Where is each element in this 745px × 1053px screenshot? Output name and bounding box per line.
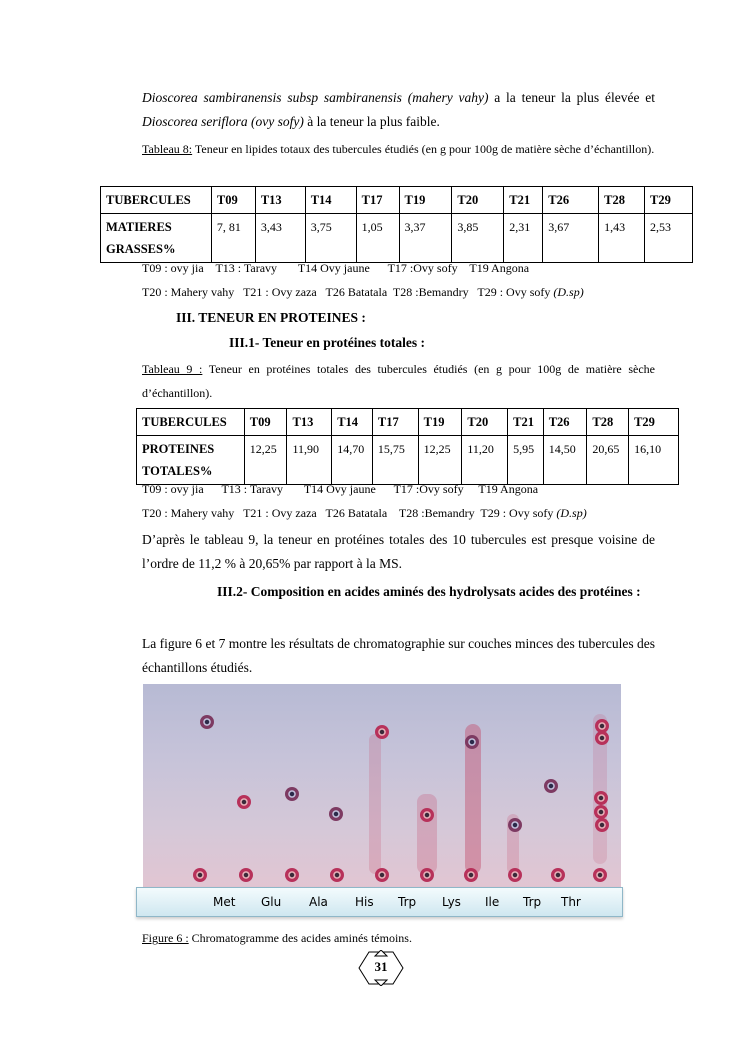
lane-label: Ala: [309, 895, 328, 909]
table8: [100, 186, 693, 263]
table-cell: 5,95: [508, 436, 544, 485]
figure-caption-text: Chromatogramme des acides aminés témoins.: [188, 931, 412, 945]
chromatogram-image: [143, 684, 621, 890]
column-header: T26: [543, 187, 599, 214]
column-header: T13: [255, 187, 305, 214]
intro-paragraph: [142, 86, 655, 134]
table-cell: 3,67: [543, 214, 599, 263]
paragraph-table9-summary: D’après le tableau 9, la teneur en protéines totales des 10 tubercules est presque voisine de l’ordre de 11,2 % à 20,65% par rapport à la MS.: [142, 532, 655, 571]
column-header: T20: [462, 409, 508, 436]
table-cell: 14,50: [543, 436, 587, 485]
spot: [420, 868, 434, 882]
column-header: T29: [629, 409, 679, 436]
species-name-2: Dioscorea seriflora (ovy sofy): [142, 114, 304, 129]
table9-data-row: [137, 436, 679, 485]
table9-caption-text: Teneur en protéines totales des tubercules étudiés (en g pour 100g de matière sèche d’échantillon).: [142, 362, 655, 400]
column-header: T21: [504, 187, 543, 214]
spot: [285, 787, 299, 801]
spot: [551, 868, 565, 882]
lane-label: Lys: [442, 895, 461, 909]
row-label: PROTEINES TOTALES%: [137, 436, 245, 485]
spot: [544, 779, 558, 793]
subsection-heading-1: III.1- Teneur en protéines totales :: [229, 335, 426, 350]
spot: [330, 868, 344, 882]
spot: [595, 731, 609, 745]
page-number: 31: [374, 959, 388, 974]
table9: [136, 408, 679, 485]
table9-legend2-italic: (D.sp): [556, 506, 587, 520]
table8-caption-text: Teneur en lipides totaux des tubercules étudiés (en g pour 100g de matière sèche d’échantillon).: [192, 142, 655, 156]
table-cell: 14,70: [332, 436, 373, 485]
table8-data-row: [101, 214, 693, 263]
spot: [329, 807, 343, 821]
table8-legend2-italic: (D.sp): [553, 285, 584, 299]
table8-legend2-text: T20 : Mahery vahy T21 : Ovy zaza T26 Batatala T28 :Bemandry T29 : Ovy sofy: [142, 285, 554, 299]
spot: [285, 868, 299, 882]
table-cell: 1,05: [356, 214, 399, 263]
table-cell: 11,90: [287, 436, 332, 485]
column-header: T29: [645, 187, 693, 214]
table-cell: 16,10: [629, 436, 679, 485]
lane-label: Glu: [261, 895, 282, 909]
column-header: T14: [305, 187, 356, 214]
spot: [239, 868, 253, 882]
spot: [193, 868, 207, 882]
spot: [420, 808, 434, 822]
table9-caption-label: Tableau 9 :: [142, 362, 203, 376]
column-header: T19: [418, 409, 462, 436]
column-header: T13: [287, 409, 332, 436]
table-cell: 3,85: [452, 214, 504, 263]
table8-legend-line1: T09 : ovy jia T13 : Taravy T14 Ovy jaune T17 :Ovy sofy T19 Angona: [142, 261, 530, 275]
spot: [375, 868, 389, 882]
column-header: T09: [244, 409, 287, 436]
lane-label: Thr: [561, 895, 581, 909]
table9-header-row: [137, 409, 679, 436]
spot: [464, 868, 478, 882]
table-cell: 3,75: [305, 214, 356, 263]
column-header-label: TUBERCULES: [137, 409, 245, 436]
spot: [594, 791, 608, 805]
column-header: T17: [356, 187, 399, 214]
figure-caption: [142, 926, 655, 950]
spot: [594, 805, 608, 819]
table9-legend2-text: T20 : Mahery vahy T21 : Ovy zaza T26 Batatala T28 :Bemandry T29 : Ovy sofy: [142, 506, 557, 520]
table8-legend-line2: [142, 285, 584, 300]
column-header: T28: [587, 409, 629, 436]
spot-streak: [369, 734, 381, 874]
species-name-1: Dioscorea sambiranensis subsp sambiranensis (mahery vahy): [142, 90, 489, 105]
table9-legend-line2: [142, 506, 587, 521]
column-header: T17: [372, 409, 418, 436]
column-header: T19: [399, 187, 452, 214]
spot: [465, 735, 479, 749]
spot: [508, 818, 522, 832]
lane-label: Met: [213, 895, 236, 909]
spot: [595, 818, 609, 832]
column-header: T21: [508, 409, 544, 436]
table-cell: 20,65: [587, 436, 629, 485]
table-cell: 7, 81: [211, 214, 255, 263]
intro-text-1: a la teneur la plus élevée et: [488, 90, 655, 105]
spot: [375, 725, 389, 739]
table8-caption: [142, 137, 655, 161]
spot: [200, 715, 214, 729]
figure-caption-label: Figure 6 :: [142, 931, 189, 945]
lane-label-bar: [136, 887, 623, 917]
subsection-heading-2-text: III.2- Composition en acides aminés des hydrolysats acides des protéines :: [217, 584, 641, 599]
table-cell: 3,43: [255, 214, 305, 263]
paragraph-figure-intro: La figure 6 et 7 montre les résultats de chromatographie sur couches minces des tubercules des échantillons étudiés.: [142, 636, 655, 675]
column-header: T14: [332, 409, 373, 436]
column-header: T09: [211, 187, 255, 214]
table-cell: 12,25: [244, 436, 287, 485]
subsection-heading-2: [217, 580, 655, 604]
row-label: MATIERES GRASSES%: [101, 214, 212, 263]
table-cell: 12,25: [418, 436, 462, 485]
table9-legend-line1: T09 : ovy jia T13 : Taravy T14 Ovy jaune T17 :Ovy sofy T19 Angona: [142, 482, 539, 496]
column-header-label: TUBERCULES: [101, 187, 212, 214]
table8-header-row: [101, 187, 693, 214]
column-header: T28: [599, 187, 645, 214]
table-cell: 1,43: [599, 214, 645, 263]
table-cell: 3,37: [399, 214, 452, 263]
spot-streak: [417, 794, 437, 874]
table-cell: 2,53: [645, 214, 693, 263]
page-number-badge: [357, 950, 405, 986]
column-header: T20: [452, 187, 504, 214]
lane-label: Trp: [398, 895, 417, 909]
spot: [593, 868, 607, 882]
lane-label: Ile: [485, 895, 500, 909]
spot: [508, 868, 522, 882]
table-cell: 15,75: [372, 436, 418, 485]
spot: [237, 795, 251, 809]
lane-label: His: [355, 895, 374, 909]
section-heading: III. TENEUR EN PROTEINES :: [176, 310, 366, 325]
lane-label: Trp: [523, 895, 542, 909]
table-cell: 2,31: [504, 214, 543, 263]
table8-caption-label: Tableau 8:: [142, 142, 193, 156]
intro-text-2: à la teneur la plus faible.: [303, 114, 440, 129]
table-cell: 11,20: [462, 436, 508, 485]
column-header: T26: [543, 409, 587, 436]
table9-caption: [142, 357, 655, 405]
